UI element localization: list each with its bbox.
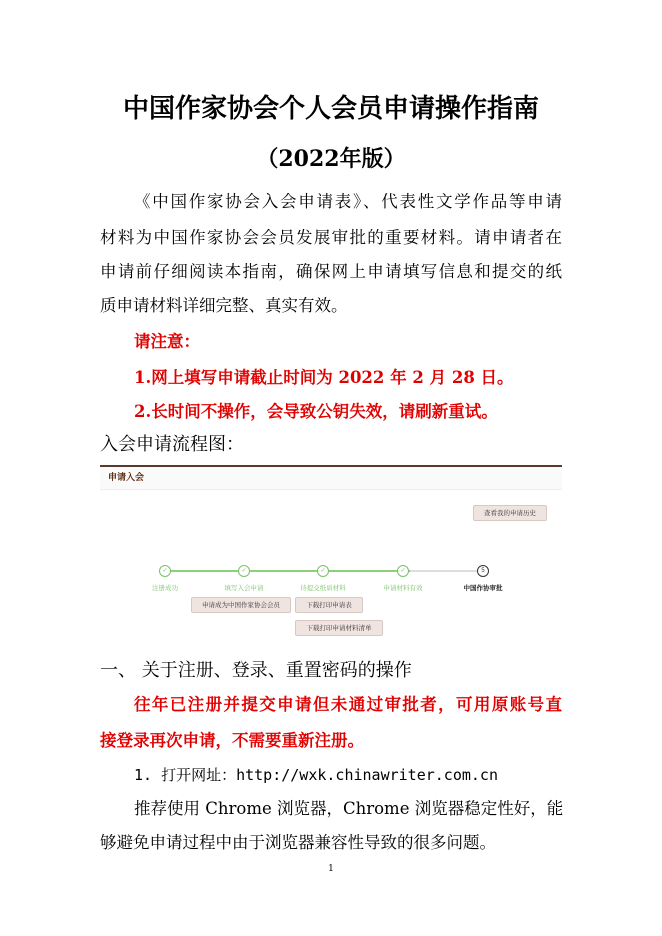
step-label: 注册成功: [152, 584, 178, 592]
notice-item: 1.网上填写申请截止时间为 2022 年 2 月 28 日。: [134, 368, 514, 387]
intro-line: 《中国作家协会入会申请表》、代表性文学作品等申请: [134, 192, 562, 211]
step-label: 申请材料有效: [383, 584, 423, 592]
section-heading: 一、 关于注册、登录、重置密码的操作: [100, 660, 412, 681]
intro-line: 材料为中国作家协会会员发展审批的重要材料。请申请者在: [100, 228, 562, 247]
notice-item: 2.长时间不操作，会导致公钥失效，请刷新重试。: [134, 402, 498, 421]
tip-line: 够避免申请过程中由于浏览器兼容性导致的很多问题。: [100, 833, 496, 852]
history-button[interactable]: 查看我的申请历史: [473, 505, 547, 521]
page-number: 1: [328, 864, 334, 874]
url-step: 1. 打开网址：http://wxk.chinawriter.com.cn: [134, 766, 498, 784]
check-icon: ✓: [397, 565, 409, 577]
document-title: 中国作家协会个人会员申请操作指南: [122, 94, 539, 124]
intro-line: 质申请材料详细完整、真实有效。: [100, 296, 348, 315]
section-red-line: 往年已注册并提交申请但未通过审批者，可用原账号直: [134, 695, 562, 714]
check-icon: ✓: [317, 565, 329, 577]
document-subtitle: （2022年版）: [256, 146, 406, 172]
step-label: 待提交纸质材料: [300, 584, 346, 592]
flow-heading: 入会申请流程图：: [100, 434, 244, 455]
check-icon: ✓: [159, 565, 171, 577]
notice-label: 请注意：: [134, 332, 200, 351]
flowchart-screenshot: [100, 465, 562, 647]
step-label: 中国作协审批: [463, 584, 503, 592]
download-list-button[interactable]: 下载打印申请材料清单: [295, 620, 383, 636]
intro-line: 申请前仔细阅读本指南，确保网上申请填写信息和提交的纸: [100, 262, 562, 281]
check-icon: ✓: [238, 565, 250, 577]
tip-line: 推荐使用 Chrome 浏览器，Chrome 浏览器稳定性好，能: [134, 799, 564, 818]
section-red-line: 接登录再次申请，不需要重新注册。: [100, 731, 364, 750]
download-form-button[interactable]: 下载打印申请表: [295, 597, 363, 613]
apply-member-button[interactable]: 申请成为中国作家协会会员: [191, 597, 291, 613]
step-label: 填写入会申请: [224, 584, 264, 592]
step-number-icon: 5: [477, 565, 489, 577]
flow-header: 申请入会: [100, 467, 562, 490]
